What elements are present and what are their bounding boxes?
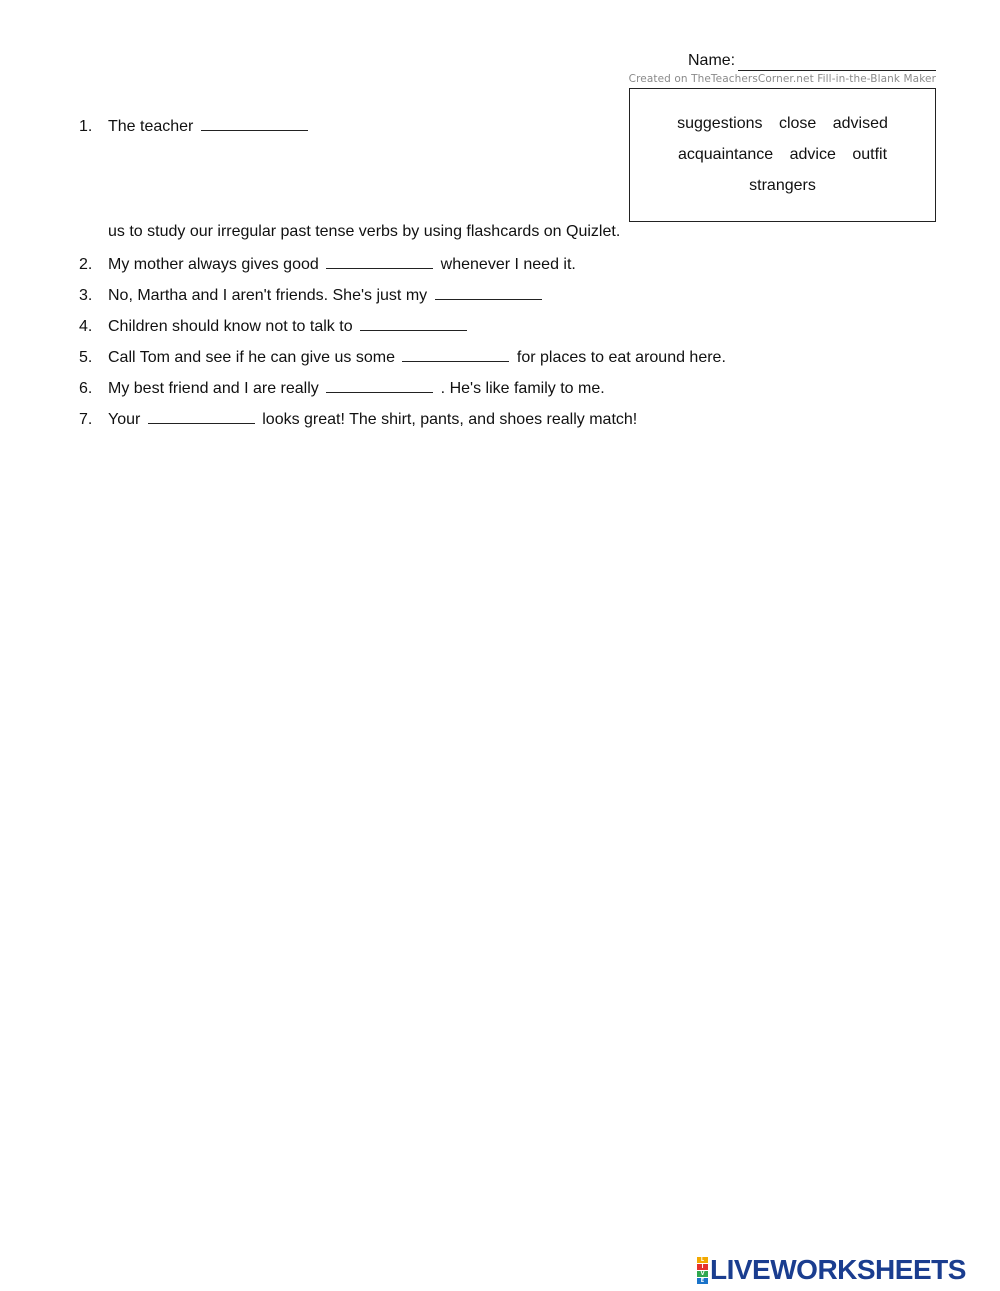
question-text-before: Your (108, 411, 141, 428)
answer-blank-3[interactable] (435, 285, 542, 300)
question-text-before: The teacher (108, 118, 194, 135)
question-number: 7. (79, 411, 93, 428)
word-bank-item: advice (789, 146, 836, 163)
word-bank-item: suggestions (677, 115, 763, 132)
word-bank-row (630, 177, 935, 195)
question-1-continuation: us to study our irregular past tense verbs by using flashcards on Quizlet. (108, 223, 621, 240)
name-input-line[interactable] (738, 70, 936, 71)
question-number: 6. (79, 380, 93, 397)
question-number: 1. (79, 118, 93, 135)
question-7 (79, 409, 637, 429)
question-text-after: for places to eat around here. (516, 349, 726, 366)
word-bank-item: strangers (749, 177, 816, 194)
question-4 (79, 316, 470, 336)
question-text-after: looks great! The shirt, pants, and shoes really match! (262, 411, 638, 428)
word-bank-row (630, 146, 935, 164)
question-number: 4. (79, 318, 93, 335)
question-number: 5. (79, 349, 93, 366)
question-text-before: No, Martha and I aren't friends. She's just my (108, 287, 428, 304)
logo-letter-block: V (697, 1271, 708, 1277)
question-5 (79, 347, 726, 367)
question-text-before: Children should know not to talk to (108, 318, 353, 335)
name-label: Name: (688, 52, 736, 69)
answer-blank-7[interactable] (148, 409, 255, 424)
question-text-before: Call Tom and see if he can give us some (108, 349, 395, 366)
question-number: 3. (79, 287, 93, 304)
answer-blank-6[interactable] (326, 378, 433, 393)
question-text-after: whenever I need it. (440, 256, 576, 273)
question-3 (79, 285, 545, 305)
answer-blank-5[interactable] (402, 347, 509, 362)
logo-text: LIVEWORKSHEETS (710, 1254, 966, 1285)
liveworksheets-logo (697, 1254, 966, 1286)
question-number: 2. (79, 256, 93, 273)
answer-blank-1[interactable] (201, 116, 308, 131)
word-bank-row (630, 115, 935, 133)
answer-blank-2[interactable] (326, 254, 433, 269)
question-text-before: My best friend and I are really (108, 380, 319, 397)
question-text-before: My mother always gives good (108, 256, 319, 273)
question-2 (79, 254, 576, 274)
answer-blank-4[interactable] (360, 316, 467, 331)
word-bank (629, 88, 936, 222)
word-bank-item: outfit (852, 146, 888, 163)
logo-letter-block: E (697, 1278, 708, 1284)
credit-text: Created on TheTeachersCorner.net Fill-in-the-Blank Maker (628, 73, 936, 85)
logo-blocks (697, 1257, 708, 1284)
question-text-after: . He's like family to me. (440, 380, 605, 397)
logo-letter-block: L (697, 1257, 708, 1263)
word-bank-item: close (778, 115, 817, 132)
logo-letter-block: I (697, 1264, 708, 1270)
question-1 (79, 116, 311, 136)
question-6 (79, 378, 605, 398)
word-bank-item: advised (832, 115, 888, 132)
word-bank-item: acquaintance (677, 146, 774, 163)
